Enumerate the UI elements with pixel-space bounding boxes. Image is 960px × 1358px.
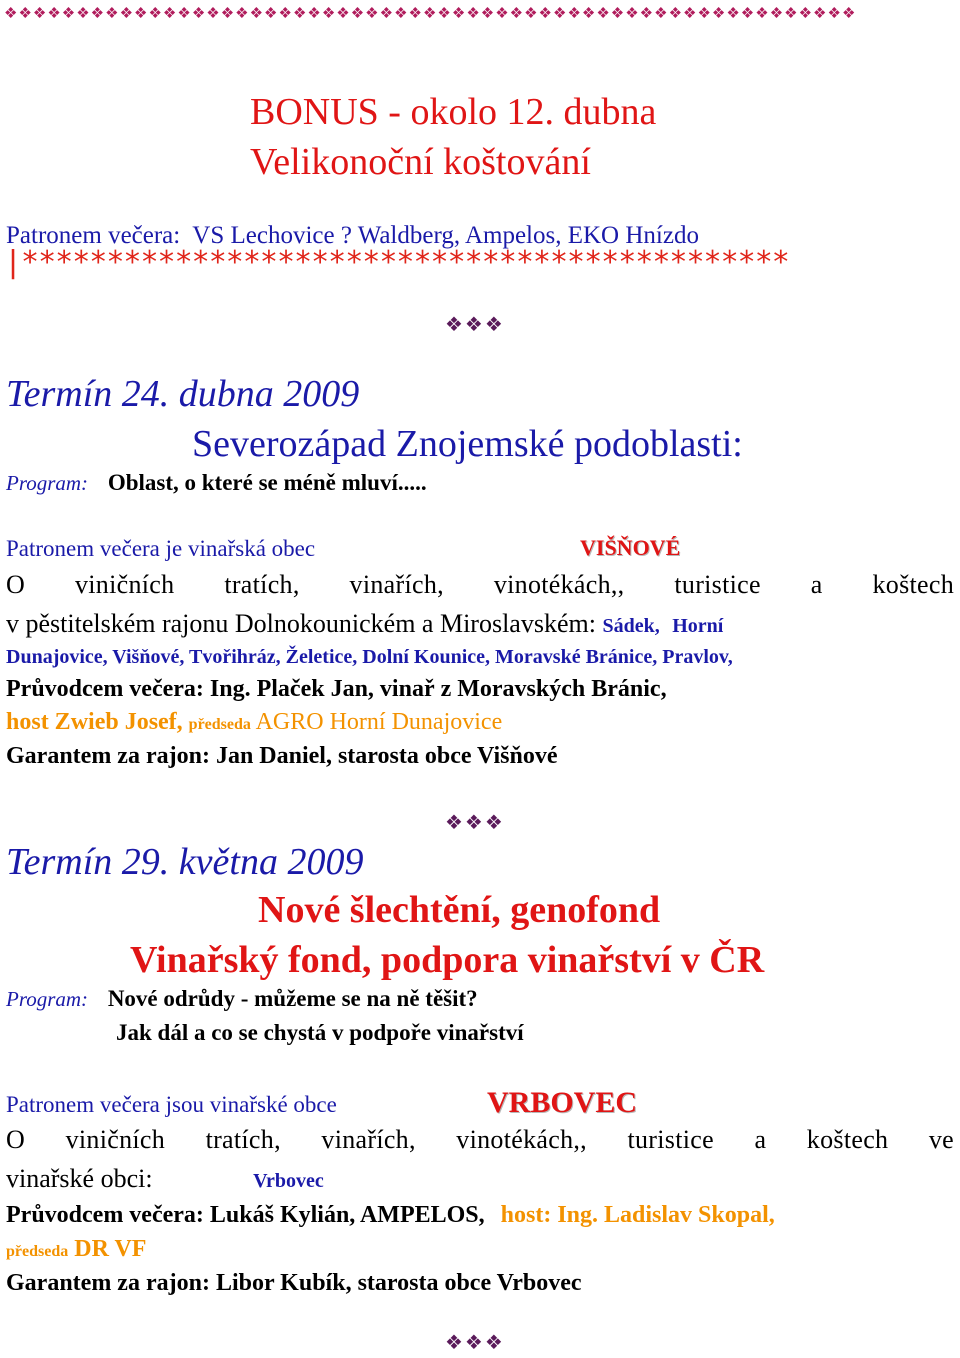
event2-guarantee: Garantem za rajon: Libor Kubík, starosta obce Vrbovec xyxy=(6,1270,582,1296)
event1-patron-name: VIŠŇOVÉ xyxy=(580,535,681,560)
event2-heading2: Vinařský fond, podpora vinařství v ČR xyxy=(130,939,765,981)
event2-patron-name: VRBOVEC xyxy=(487,1086,638,1119)
event1-villages: Dunajovice, Višňové, Tvořihráz, Želetice, Dolní Kounice, Moravské Bránice, Pravlov, xyxy=(6,646,733,668)
bonus-subtitle: Velikonoční koštování xyxy=(250,141,591,183)
event1-village-sadek: Sádek, xyxy=(602,615,660,637)
event2-program-label: Program: xyxy=(6,987,89,1011)
event1-desc-text: v pěstitelském rajonu Dolnokounickém a Miroslavském: xyxy=(6,609,596,638)
event2-program xyxy=(6,986,478,1012)
event1-heading: Severozápad Znojemské podoblasti: xyxy=(192,423,743,465)
event2-program-value1: Nové odrůdy - můžeme se na ně těšit? xyxy=(107,986,478,1011)
separator-ornament-3: ❖❖❖ xyxy=(445,1332,505,1354)
event1-host-org: AGRO Horní Dunajovice xyxy=(255,709,503,735)
event1-guarantee: Garantem za rajon: Jan Daniel, starosta obce Višňové xyxy=(6,743,558,769)
event2-desc-text: vinařské obci: xyxy=(6,1164,153,1193)
event2-heading1: Nové šlechtění, genofond xyxy=(258,889,661,931)
event1-host-role: předseda xyxy=(188,716,251,733)
top-ornament-row: ❖❖❖❖❖❖❖❖❖❖❖❖❖❖❖❖❖❖❖❖❖❖❖❖❖❖❖❖❖❖❖❖❖❖❖❖❖❖❖❖❖❖❖❖❖❖❖❖❖❖❖❖❖❖❖❖❖❖❖ xyxy=(4,6,857,22)
event1-desc-line2 xyxy=(6,609,723,639)
event2-program-value2: Jak dál a co se chystá v podpoře vinařství xyxy=(116,1020,524,1045)
separator-ornament-2: ❖❖❖ xyxy=(445,812,505,834)
event2-village: Vrbovec xyxy=(253,1170,324,1192)
event1-village-horni: Horní xyxy=(672,615,724,637)
event1-desc-line1: O viničních tratích, vinařích, vinotékách,, turistice a koštech xyxy=(6,570,954,599)
bonus-title: BONUS - okolo 12. dubna xyxy=(250,91,657,133)
event1-host xyxy=(6,709,502,736)
event1-guide: Průvodcem večera: Ing. Plaček Jan, vinař z Moravských Bránic, xyxy=(6,676,667,702)
event2-host-org: DR VF xyxy=(74,1236,147,1262)
event2-host-role: předseda xyxy=(6,1243,69,1260)
event2-patron-label: Patronem večera jsou vinařské obce xyxy=(6,1092,337,1117)
event1-program-value: Oblast, o které se méně mluví..... xyxy=(107,470,427,495)
event2-desc-line2 xyxy=(6,1164,324,1194)
event2-host-line xyxy=(6,1236,146,1263)
event2-guide xyxy=(6,1202,775,1229)
event1-term: Termín 24. dubna 2009 xyxy=(6,373,360,415)
event1-host-label: host Zwieb Josef, xyxy=(6,709,183,735)
event2-desc-line1: O viničních tratích, vinařích, vinotékách,, turistice a koštech ve xyxy=(6,1125,954,1154)
bonus-patron-value: VS Lechovice ? Waldberg, Ampelos, EKO Hnízdo xyxy=(192,222,699,249)
event1-program-label: Program: xyxy=(6,471,89,495)
event2-term: Termín 29. května 2009 xyxy=(6,841,364,883)
bonus-patron-label: Patronem večera: xyxy=(6,222,181,249)
separator-ornament-1: ❖❖❖ xyxy=(445,314,505,336)
event2-host: host: Ing. Ladislav Skopal, xyxy=(500,1202,775,1228)
star-divider: |********************************************* xyxy=(4,245,789,280)
event2-guide-text: Průvodcem večera: Lukáš Kylián, AMPELOS, xyxy=(6,1202,485,1228)
event1-program xyxy=(6,470,427,496)
event1-patron-label: Patronem večera je vinařská obec xyxy=(6,536,316,561)
